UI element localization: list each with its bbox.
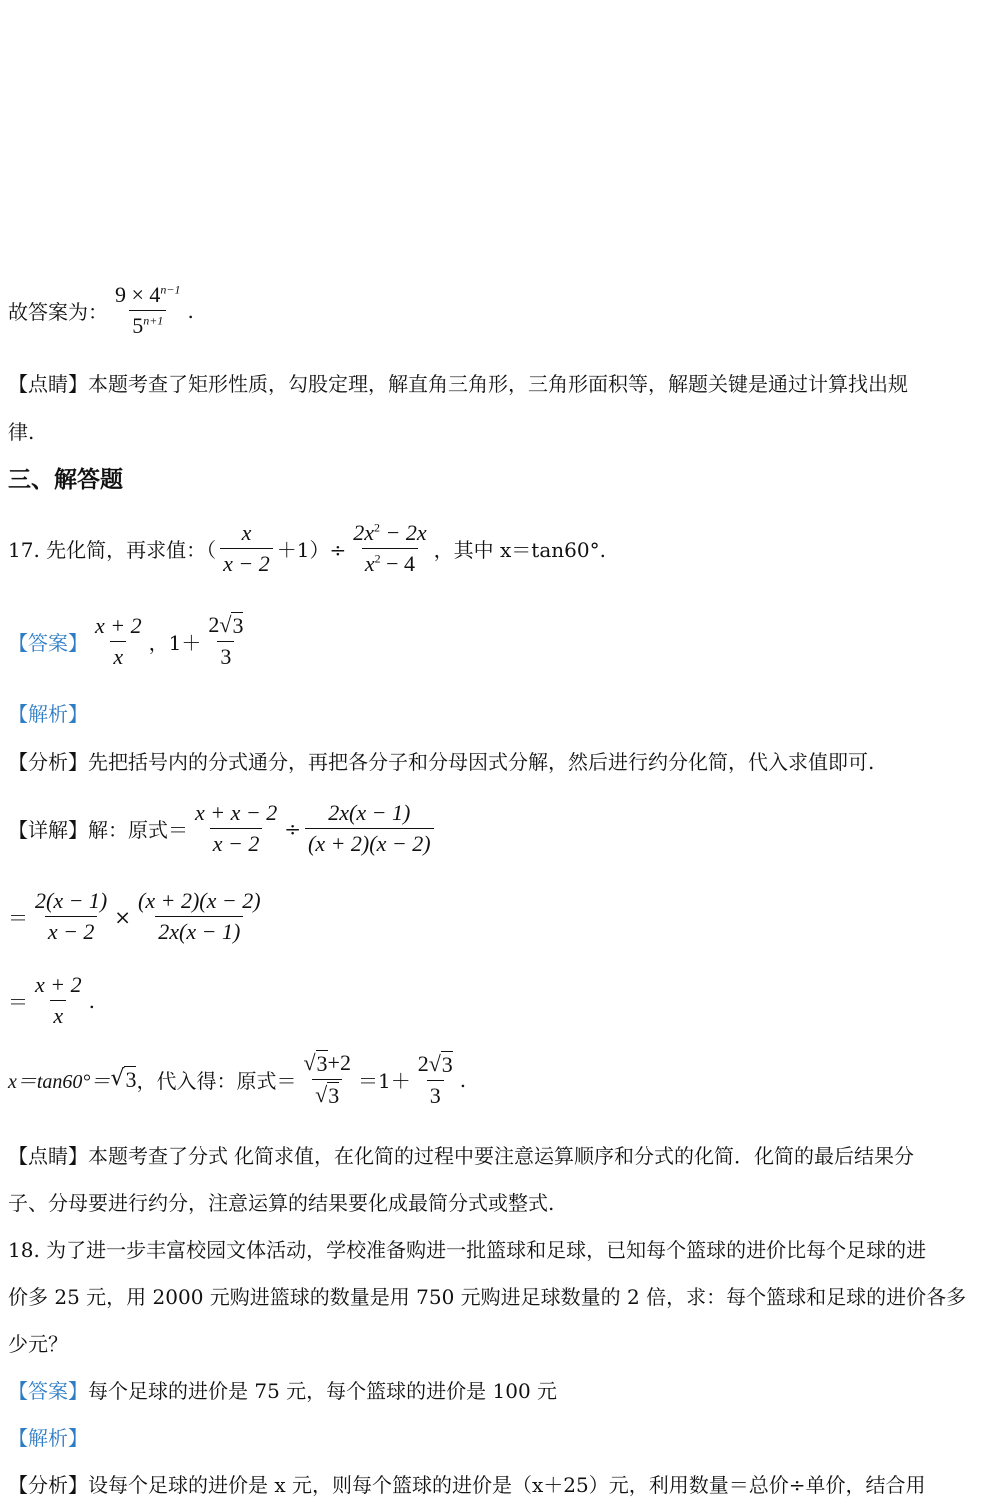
analysis-18: 【分析】设每个足球的进价是 x 元，则每个篮球的进价是（x＋25）元，利用数量＝总价÷单价，结合用: [8, 1473, 926, 1497]
analysis-17: 【分析】先把括号内的分式通分，再把各分子和分母因式分解，然后进行约分化简，代入求值即可.: [8, 750, 875, 774]
step3-fraction: $\frac{x + 2}{x}$: [35, 972, 82, 1028]
comment-line-1: 【点睛】本题考查了矩形性质，勾股定理，解直角三角形，三角形面积等，解题关键是通过计算找出规: [8, 372, 908, 396]
analysis-tag-1: 【解析】: [8, 702, 88, 726]
step4-fraction-1: √ 3 +2 √ 3: [303, 1050, 351, 1108]
sqrt-symbol: √ 3: [110, 1066, 137, 1092]
question-18-line-2: 价多 25 元，用 2000 元购进篮球的数量是用 750 元购进足球数量的 2 倍，求：每个篮球和足球的进价各多: [8, 1285, 967, 1309]
answer-prefix: 故答案为：: [8, 300, 108, 324]
question-18-line-1: 18. 为了进一步丰富校园文体活动，学校准备购进一批篮球和足球，已知每个篮球的进价比每个足球的进: [8, 1238, 927, 1262]
step2-fraction-1: $\frac{2(x - 1)}{x - 2}$: [35, 888, 108, 944]
section-heading: 三、解答题: [8, 466, 123, 493]
q17-fraction-2: $\frac{2x^2 - 2x}{x^2 - 4}$: [353, 520, 427, 576]
answer-line: 故答案为： $\frac{9 \times 4^{n-1}}{5^{n+1}}$ .: [8, 282, 194, 338]
step4-fraction-2: 2 √ 3 3: [417, 1050, 453, 1108]
question-18-line-3: 少元？: [8, 1332, 68, 1356]
sqrt-symbol: √ 3: [428, 1050, 453, 1077]
detail-line-4: x＝tan60°＝ √ 3 ，代入得：原式＝ √ 3 +2 √ 3 ＝1＋ 2 √ 3 3 .: [8, 1050, 467, 1108]
comment-line-2: 律.: [8, 420, 35, 444]
detail-line-3: ＝ $\frac{x + 2}{x}$ .: [8, 972, 95, 1028]
analysis-tag-2: 【解析】: [8, 1426, 88, 1450]
answer-17-fraction: $\frac{x + 2}{x}$: [95, 612, 142, 669]
detail-fraction-1: $\frac{x + x - 2}{x - 2}$: [195, 800, 278, 856]
q17-fraction-1: $\frac{x}{x - 2}$: [220, 520, 273, 577]
comment-17-line-2: 子、分母要进行约分，注意运算的结果要化成最简分式或整式.: [8, 1191, 555, 1215]
answer-17-fraction-2: 2 √ 3 3: [208, 612, 244, 669]
detail-line-1: 【详解】解：原式＝ $\frac{x + x - 2}{x - 2}$ ÷ $\frac{2x(x - 1)}{(x + 2)(x - 2)}$: [8, 800, 438, 857]
answer-17: 【答案】 $\frac{x + 2}{x}$ ，1＋ 2 √ 3 3: [8, 612, 250, 670]
comment-17-line-1: 【点睛】本题考查了分式 化简求值，在化简的过程中要注意运算顺序和分式的化简．化简的最后结果分: [8, 1144, 914, 1168]
answer-tag: 【答案】: [8, 1379, 88, 1403]
answer-tag: 【答案】: [8, 630, 88, 655]
detail-fraction-2: $\frac{2x(x - 1)}{(x + 2)(x - 2)}$: [305, 800, 434, 857]
sqrt-symbol: √ 3: [303, 1050, 328, 1076]
answer-18: 【答案】 每个足球的进价是 75 元，每个篮球的进价是 100 元: [8, 1375, 557, 1404]
question-17: 17. 先化简，再求值：（ $\frac{x}{x - 2}$ ＋1）÷ $\frac{2x^2 - 2x}{x^2 - 4}$ ，其中 x＝tan60°.: [8, 520, 606, 576]
answer-fraction: $\frac{9 \times 4^{n-1}}{5^{n+1}}$: [115, 282, 181, 338]
sqrt-symbol: √ 3: [315, 1082, 340, 1108]
step2-fraction-2: $\frac{(x + 2)(x - 2)}{2x(x - 1)}$: [138, 888, 261, 944]
detail-line-2: ＝ $\frac{2(x - 1)}{x - 2}$ × $\frac{(x + 2)(x - 2)}{2x(x - 1)}$: [8, 888, 268, 945]
sqrt-symbol: √ 3: [219, 612, 244, 638]
